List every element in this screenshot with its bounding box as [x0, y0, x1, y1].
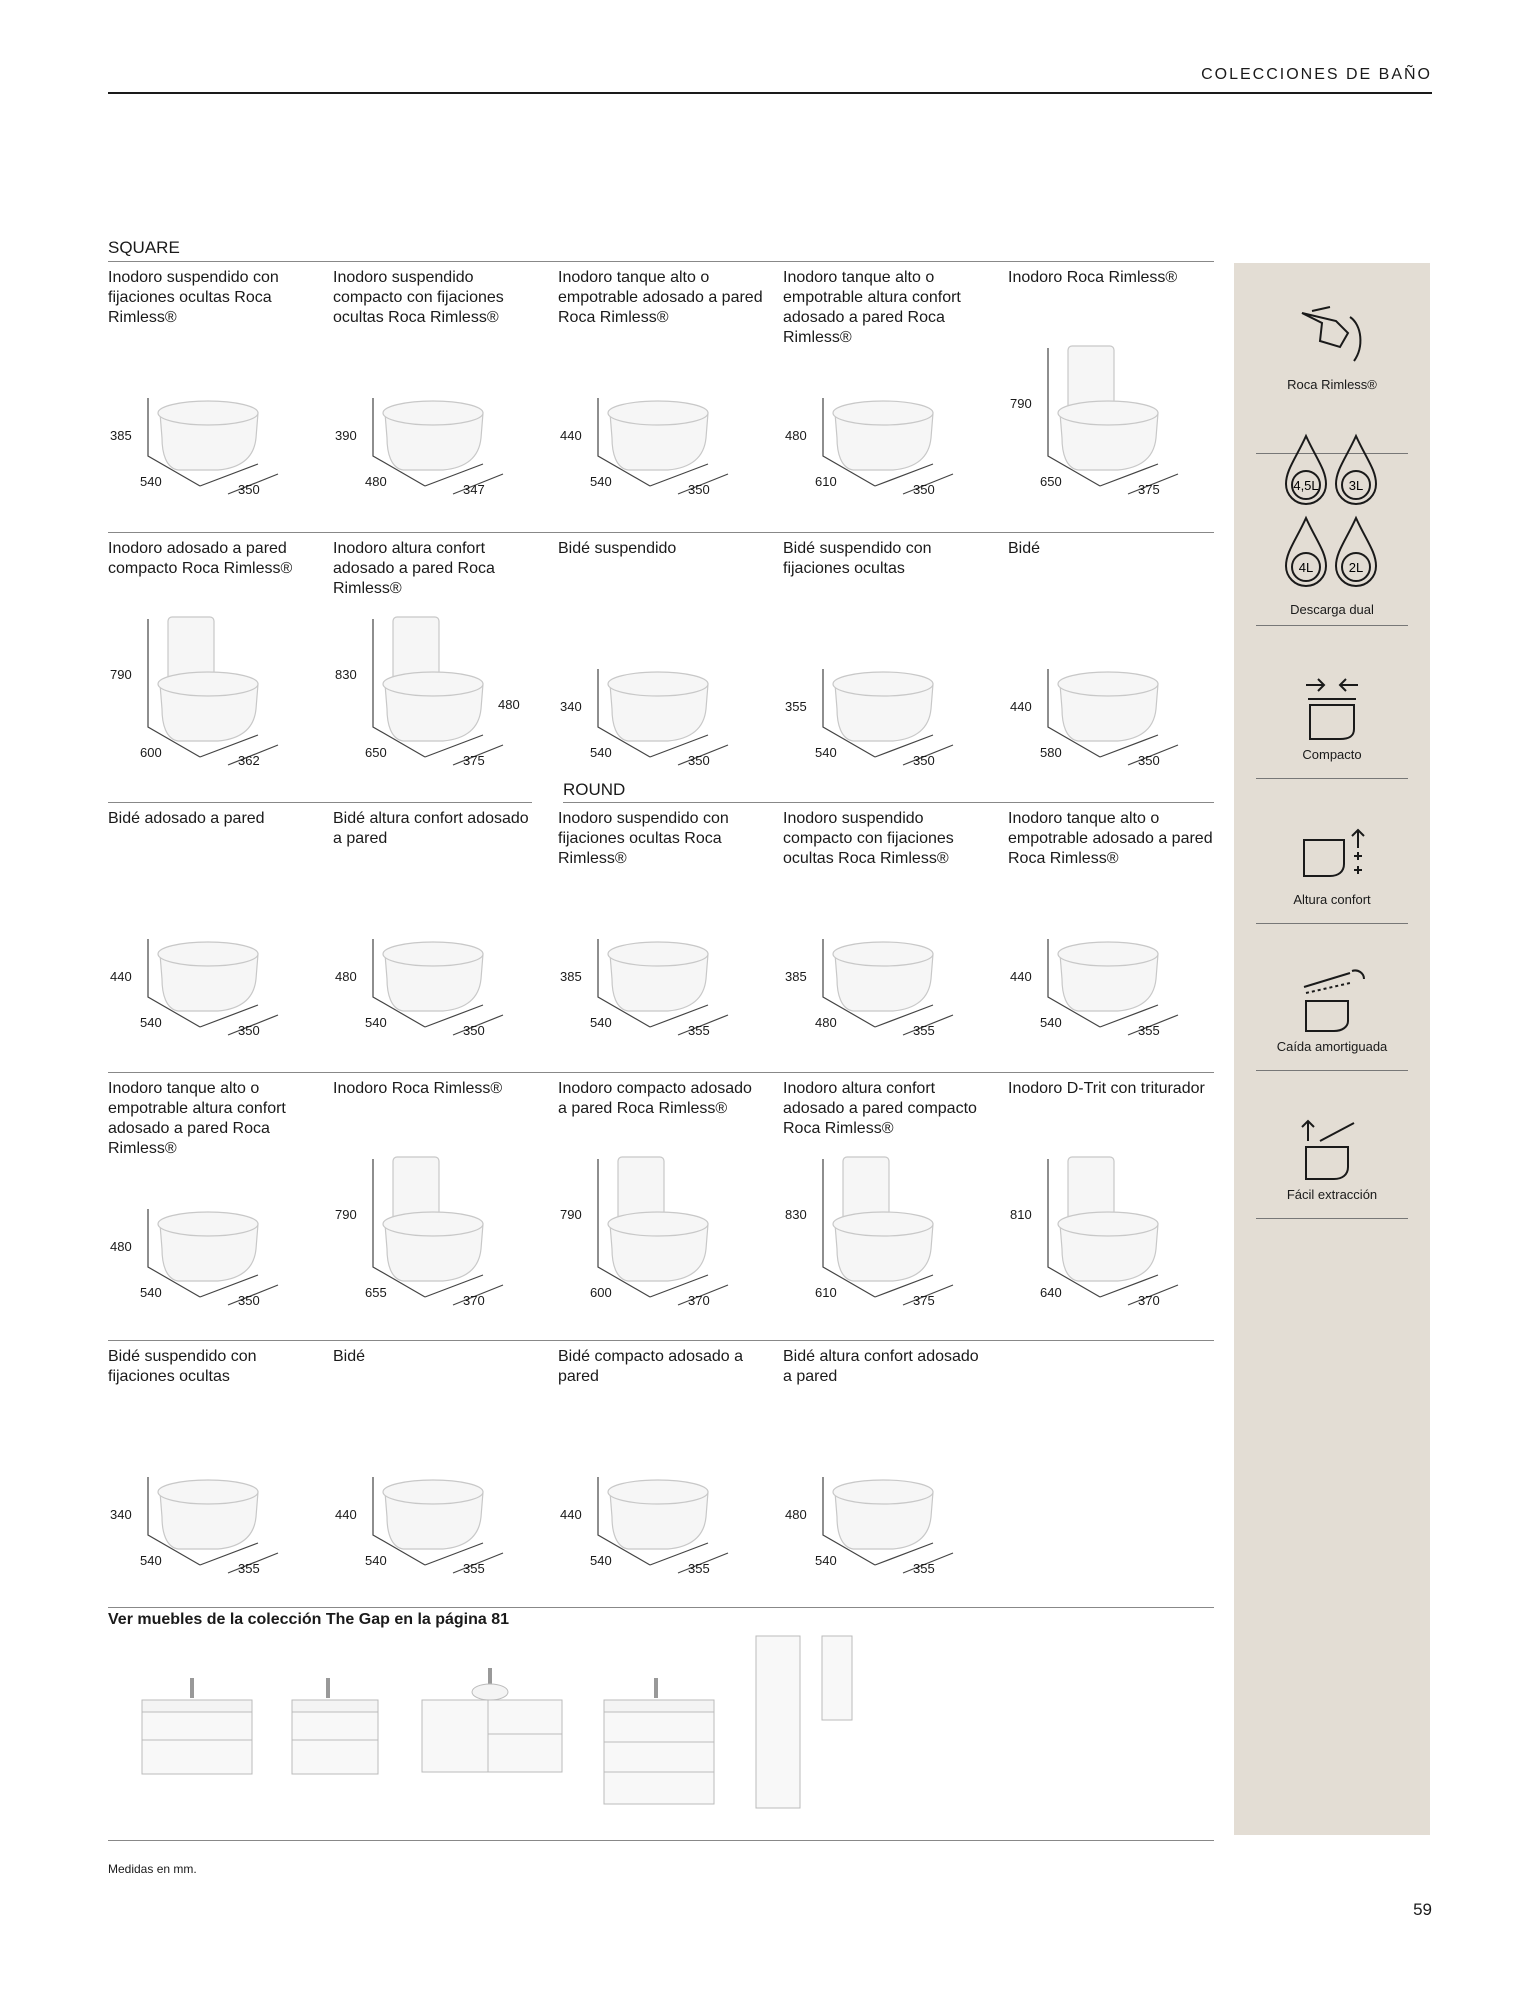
dimension-label: 385 [785, 969, 807, 984]
feature-caida-amortiguada [1256, 965, 1408, 1054]
product-name: Bidé suspendido [558, 540, 677, 557]
dimension-label: 480 [785, 1507, 807, 1522]
dimension-label: 347 [463, 482, 485, 497]
dimension-label: 540 [365, 1015, 387, 1030]
dimension-label: 350 [238, 1023, 260, 1038]
dimension-label: 375 [463, 753, 485, 768]
dimension-label: 355 [1138, 1023, 1160, 1038]
product-card [1008, 539, 1213, 801]
product-name: Bidé adosado a pared [108, 810, 265, 827]
feature-label: Descarga dual [1290, 602, 1374, 617]
dimension-label: 540 [590, 745, 612, 760]
product-name: Inodoro suspendido con fijaciones ocultas Roca Rimless® [558, 810, 729, 867]
dimension-label: 540 [815, 1553, 837, 1568]
dimension-label: 355 [688, 1561, 710, 1576]
dimension-label: 480 [498, 697, 520, 712]
product-name: Bidé [1008, 540, 1041, 557]
feature-label: Compacto [1302, 747, 1362, 762]
product-card [558, 539, 763, 801]
dimension-label: 650 [1040, 474, 1062, 489]
vanity-unit-image [288, 1670, 383, 1785]
measurement-note: Medidas en mm. [108, 1862, 197, 1876]
product-card [783, 1079, 988, 1341]
product-card [558, 1347, 763, 1609]
dimension-label: 350 [463, 1023, 485, 1038]
product-card [783, 809, 988, 1071]
dimension-label: 790 [110, 667, 132, 682]
product-name: Inodoro Roca Rimless® [333, 1080, 503, 1097]
feature-roca-rimless [1256, 303, 1408, 392]
dimension-label: 390 [335, 428, 357, 443]
drop-label: 2L [1348, 560, 1364, 575]
column-cabinet-image [752, 1632, 862, 1812]
dimension-label: 480 [335, 969, 357, 984]
product-card [783, 539, 988, 801]
header-rule [108, 92, 1432, 94]
dimension-label: 385 [110, 428, 132, 443]
header-title: COLECCIONES DE BAÑO [1201, 66, 1432, 83]
product-name: Inodoro suspendido compacto con fijaciones ocultas Roca Rimless® [783, 810, 954, 867]
dimension-label: 370 [688, 1293, 710, 1308]
product-card [333, 268, 538, 530]
product-card [1008, 1079, 1213, 1341]
product-card [333, 1079, 538, 1341]
sanitaryware-image [558, 1347, 763, 1609]
feature-label: Roca Rimless® [1287, 377, 1377, 392]
dimension-label: 600 [590, 1285, 612, 1300]
sanitaryware-image [108, 1347, 313, 1609]
sanitaryware-image [783, 268, 988, 530]
dimension-label: 440 [1010, 699, 1032, 714]
sanitaryware-image [1008, 809, 1213, 1071]
grid-rule [108, 261, 1214, 262]
product-card [1008, 809, 1213, 1071]
dimension-label: 350 [688, 753, 710, 768]
product-card [1008, 268, 1213, 530]
section-label-round: ROUND [563, 780, 626, 799]
sanitaryware-image [558, 809, 763, 1071]
dimension-label: 440 [335, 1507, 357, 1522]
grid-rule [108, 1072, 1214, 1073]
compact-toilet-icon [1292, 673, 1372, 743]
sanitaryware-image [108, 809, 313, 1071]
feature-facil-extraccion [1256, 1113, 1408, 1202]
sanitaryware-image [783, 539, 988, 801]
product-name: Inodoro tanque alto o empotrable adosado a pared Roca Rimless® [558, 269, 763, 326]
dimension-label: 350 [1138, 753, 1160, 768]
page-number: 59 [1413, 1900, 1432, 1919]
toilet-close-coupled-image [333, 1079, 538, 1341]
product-card [108, 1079, 313, 1341]
product-card [558, 268, 763, 530]
dimension-label: 480 [110, 1239, 132, 1254]
product-name: Inodoro tanque alto o empotrable altura confort adosado a pared Roca Rimless® [783, 269, 961, 346]
product-card [558, 1079, 763, 1341]
toilet-close-coupled-image [783, 1079, 988, 1341]
dimension-label: 480 [815, 1015, 837, 1030]
dimension-label: 350 [238, 482, 260, 497]
product-card [108, 809, 313, 1071]
sanitaryware-image [333, 809, 538, 1071]
features-sidebar [1234, 263, 1430, 1835]
product-card [783, 268, 988, 530]
sanitaryware-image [783, 1347, 988, 1609]
dimension-label: 540 [1040, 1015, 1062, 1030]
product-name: Bidé [333, 1348, 366, 1365]
vanity-unit-image [600, 1670, 720, 1810]
toilet-close-coupled-image [1008, 268, 1213, 530]
feature-altura-confort [1256, 818, 1408, 907]
drop-label: 4L [1298, 560, 1314, 575]
dimension-label: 340 [560, 699, 582, 714]
furniture-link-text[interactable]: Ver muebles de la colección The Gap en la página 81 [108, 1611, 510, 1628]
product-card [108, 268, 313, 530]
product-card [108, 1347, 313, 1609]
dimension-label: 610 [815, 474, 837, 489]
product-card [333, 539, 538, 801]
dimension-label: 600 [140, 745, 162, 760]
sanitaryware-image [108, 268, 313, 530]
product-name: Inodoro Roca Rimless® [1008, 269, 1178, 286]
toilet-close-coupled-image [558, 1079, 763, 1341]
dimension-label: 385 [560, 969, 582, 984]
dimension-label: 355 [463, 1561, 485, 1576]
dimension-label: 790 [560, 1207, 582, 1222]
feature-label: Altura confort [1293, 892, 1371, 907]
sanitaryware-image [558, 539, 763, 801]
dimension-label: 480 [785, 428, 807, 443]
product-name: Inodoro altura confort adosado a pared Roca Rimless® [333, 540, 495, 597]
product-name: Inodoro suspendido con fijaciones ocultas Roca Rimless® [108, 269, 279, 326]
product-name: Inodoro D-Trit con triturador [1008, 1080, 1205, 1097]
sanitaryware-image [1008, 539, 1213, 801]
dimension-label: 540 [140, 474, 162, 489]
section-label-square: SQUARE [108, 238, 180, 257]
hand-cleaning-icon [1292, 303, 1372, 373]
dimension-label: 540 [590, 474, 612, 489]
dimension-label: 350 [913, 753, 935, 768]
dimension-label: 440 [560, 428, 582, 443]
sanitaryware-image [783, 809, 988, 1071]
dimension-label: 640 [1040, 1285, 1062, 1300]
easy-removal-icon [1292, 1113, 1372, 1183]
sanitaryware-image [558, 268, 763, 530]
dimension-label: 650 [365, 745, 387, 760]
dimension-label: 350 [913, 482, 935, 497]
dimension-label: 790 [335, 1207, 357, 1222]
dimension-label: 655 [365, 1285, 387, 1300]
product-card [108, 539, 313, 801]
product-name: Bidé altura confort adosado a pared [783, 1348, 979, 1385]
toilet-close-coupled-image [1008, 1079, 1213, 1341]
dimension-label: 540 [140, 1285, 162, 1300]
grid-rule [108, 532, 1214, 533]
product-name: Bidé suspendido con fijaciones ocultas [108, 1348, 257, 1385]
feature-label: Fácil extracción [1286, 1187, 1378, 1202]
dimension-label: 540 [590, 1015, 612, 1030]
dimension-label: 610 [815, 1285, 837, 1300]
dimension-label: 370 [463, 1293, 485, 1308]
product-name: Bidé compacto adosado a pared [558, 1348, 744, 1385]
feature-label: Caída amortiguada [1276, 1039, 1388, 1054]
product-name: Inodoro altura confort adosado a pared compacto Roca Rimless® [783, 1080, 977, 1137]
product-name: Inodoro suspendido compacto con fijaciones ocultas Roca Rimless® [333, 269, 504, 326]
grid-rule [108, 802, 532, 803]
dimension-label: 790 [1010, 396, 1032, 411]
dimension-label: 540 [815, 745, 837, 760]
vanity-unit-image [418, 1662, 568, 1782]
dimension-label: 580 [1040, 745, 1062, 760]
product-name: Inodoro tanque alto o empotrable adosado a pared Roca Rimless® [1008, 810, 1213, 867]
drop-label: 3L [1348, 478, 1364, 493]
water-drops-icon [1272, 428, 1392, 598]
dimension-label: 540 [590, 1553, 612, 1568]
sanitaryware-image [108, 1079, 313, 1341]
product-card [333, 1347, 538, 1609]
dimension-label: 540 [140, 1015, 162, 1030]
toilet-close-coupled-image [108, 539, 313, 801]
comfort-height-icon [1292, 818, 1372, 888]
dimension-label: 355 [913, 1561, 935, 1576]
feature-descarga-dual [1256, 428, 1408, 617]
product-card [558, 809, 763, 1071]
dimension-label: 440 [1010, 969, 1032, 984]
dimension-label: 375 [1138, 482, 1160, 497]
product-name: Inodoro tanque alto o empotrable altura confort adosado a pared Roca Rimless® [108, 1080, 286, 1157]
dimension-label: 375 [913, 1293, 935, 1308]
vanity-unit-image [138, 1670, 258, 1785]
dimension-label: 350 [688, 482, 710, 497]
dimension-label: 355 [238, 1561, 260, 1576]
product-name: Inodoro adosado a pared compacto Roca Rimless® [108, 540, 293, 577]
sanitaryware-image [333, 268, 538, 530]
dimension-label: 440 [110, 969, 132, 984]
dimension-label: 340 [110, 1507, 132, 1522]
toilet-close-coupled-image [333, 539, 538, 801]
dimension-label: 480 [365, 474, 387, 489]
grid-rule [563, 802, 1214, 803]
dimension-label: 810 [1010, 1207, 1032, 1222]
product-name: Bidé altura confort adosado a pared [333, 810, 529, 847]
product-name: Bidé suspendido con fijaciones ocultas [783, 540, 932, 577]
sanitaryware-image [333, 1347, 538, 1609]
product-card [783, 1347, 988, 1609]
soft-close-icon [1292, 965, 1372, 1035]
dimension-label: 355 [688, 1023, 710, 1038]
dimension-label: 540 [140, 1553, 162, 1568]
dimension-label: 830 [785, 1207, 807, 1222]
grid-rule [108, 1840, 1214, 1841]
dimension-label: 830 [335, 667, 357, 682]
dimension-label: 362 [238, 753, 260, 768]
product-card [333, 809, 538, 1071]
dimension-label: 440 [560, 1507, 582, 1522]
feature-compacto [1256, 673, 1408, 762]
dimension-label: 370 [1138, 1293, 1160, 1308]
product-name: Inodoro compacto adosado a pared Roca Rimless® [558, 1080, 752, 1117]
drop-label: 4,5L [1293, 478, 1319, 493]
dimension-label: 540 [365, 1553, 387, 1568]
dimension-label: 355 [913, 1023, 935, 1038]
dimension-label: 350 [238, 1293, 260, 1308]
dimension-label: 355 [785, 699, 807, 714]
